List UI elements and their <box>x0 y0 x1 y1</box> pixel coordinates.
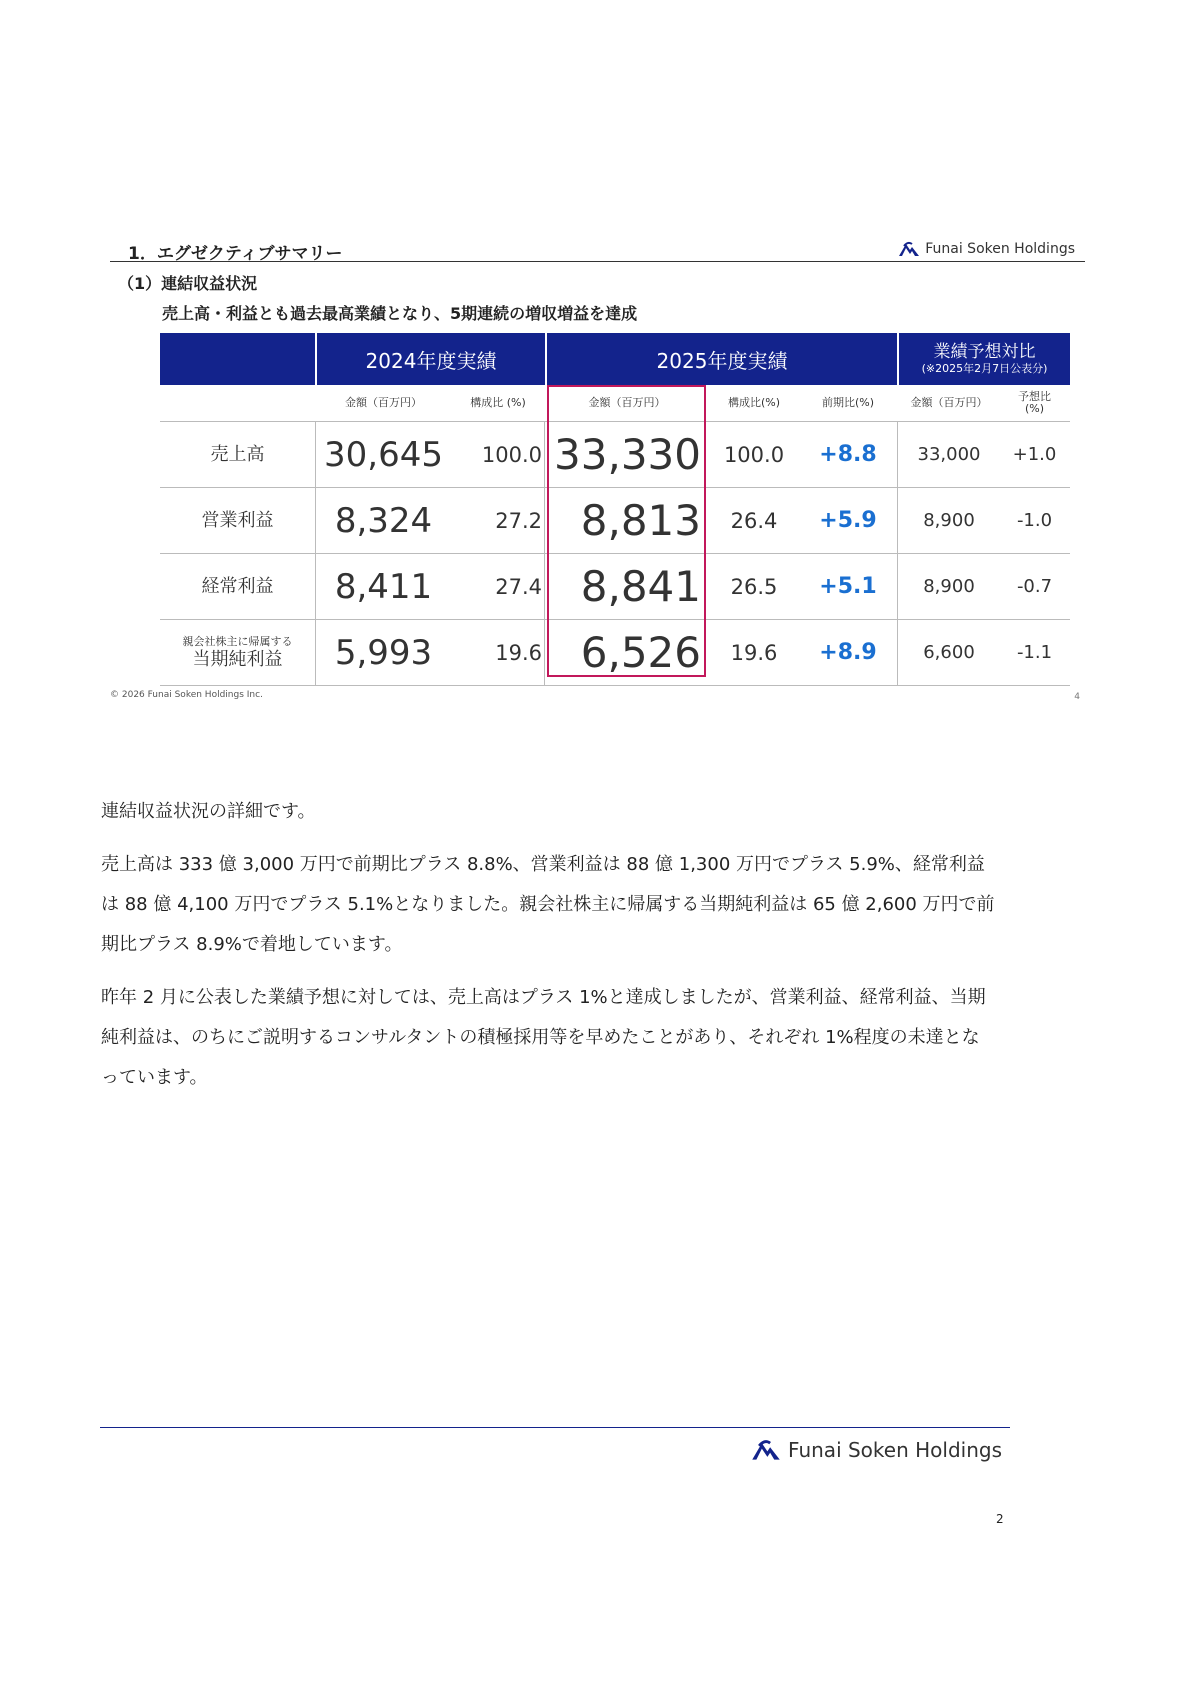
table-subheader-row <box>160 385 1070 422</box>
sub-title: （1）連結収益状況 <box>118 274 258 293</box>
subheader-amount24: 金額（百万円） <box>345 396 422 409</box>
yoy-2025: +5.9 <box>799 488 898 553</box>
amount-2025: 33,330 <box>554 430 701 479</box>
amount-2025: 8,841 <box>580 562 701 611</box>
row-label <box>160 488 316 553</box>
forecast-amount: 6,600 <box>923 642 975 663</box>
forecast-diff: -1.1 <box>1016 642 1053 663</box>
subheader-amount25: 金額（百万円） <box>588 396 666 409</box>
forecast-diff: -1.0 <box>1016 510 1053 531</box>
slide-logo-text: Funai Soken Holdings <box>925 241 1075 257</box>
amount-2024: 30,645 <box>324 434 443 475</box>
forecast-amount: 8,900 <box>923 576 975 597</box>
results-table <box>160 333 1070 686</box>
subheader-amount-fc: 金額（百万円） <box>910 396 988 409</box>
page-number: 2 <box>996 1512 1004 1526</box>
slide-header <box>110 233 1085 262</box>
ratio-2024: 19.6 <box>451 620 545 685</box>
subheader-diff-fc-line2: (%) <box>1024 402 1045 415</box>
body-paragraph-2: 売上高は 333 億 3,000 万円で前期比プラス 8.8%、営業利益は 88 億 1,300 万円でプラス 5.9%、経常利益は 88 億 4,100 万円でプラス 5.1%となりました。親会社株主に帰属する当期純利益は 65 億 2,600 万円で前期比プラス 8.9%で着地しています。 <box>101 854 995 955</box>
amount-2025: 8,813 <box>580 496 701 545</box>
table-row <box>160 422 1070 488</box>
table-row <box>160 620 1070 686</box>
body-paragraph-3: 昨年 2 月に公表した業績予想に対しては、売上高はプラス 1%と達成しましたが、営業利益、経常利益、当期純利益は、のちにご説明するコンサルタントの積極採用等を早めたことがあり、それぞれ 1%程度の未達となっています。 <box>101 987 986 1088</box>
table-row <box>160 488 1070 554</box>
ratio-2025: 26.4 <box>730 508 778 533</box>
wave-logo-icon <box>898 241 920 257</box>
amount-2025: 6,526 <box>580 628 701 677</box>
forecast-diff: -0.7 <box>1016 576 1053 597</box>
summary-slide <box>110 225 1085 765</box>
ratio-2024: 27.4 <box>451 554 545 619</box>
slide-logo <box>898 241 1075 257</box>
wave-logo-icon <box>750 1439 782 1461</box>
subheader-ratio25: 構成比(%) <box>727 396 781 409</box>
amount-2024: 8,411 <box>334 566 433 607</box>
forecast-amount: 33,000 <box>917 444 981 465</box>
table-header-row <box>160 333 1070 385</box>
header-forecast-note: (※2025年2月7日公表分) <box>921 362 1048 375</box>
section-title: 1．エグゼクティブサマリー <box>128 244 343 264</box>
header-forecast-title: 業績予想対比 <box>933 342 1036 362</box>
body-paragraph-1: 連結収益状況の詳細です。 <box>101 801 316 822</box>
footer-divider <box>100 1427 1010 1428</box>
row-label-text: 経常利益 <box>201 575 274 597</box>
slide-page-number: 4 <box>1074 692 1080 702</box>
ratio-2025: 26.5 <box>730 574 778 599</box>
ratio-2025: 19.6 <box>730 640 778 665</box>
row-label-text: 売上高 <box>210 443 265 465</box>
yoy-2025: +5.1 <box>799 554 898 619</box>
row-label <box>160 422 316 487</box>
row-label-prefix: 親会社株主に帰属する <box>182 634 293 648</box>
slide-copyright: © 2026 Funai Soken Holdings Inc. <box>110 690 263 700</box>
table-row <box>160 554 1070 620</box>
amount-2024: 5,993 <box>334 632 433 673</box>
footer-logo <box>750 1438 1002 1462</box>
yoy-2025: +8.8 <box>799 422 898 487</box>
amount-2024: 8,324 <box>334 500 433 541</box>
ratio-2024: 27.2 <box>451 488 545 553</box>
subheader-diff-fc <box>999 385 1070 421</box>
row-label-text: 営業利益 <box>201 509 274 531</box>
subheader-diff-fc-line1: 予想比 <box>1018 390 1051 403</box>
headline: 売上高・利益とも過去最高業績となり、5期連続の増収増益を達成 <box>162 304 638 323</box>
row-label <box>160 554 316 619</box>
ratio-2025: 100.0 <box>723 442 785 467</box>
header-forecast <box>899 333 1070 385</box>
forecast-diff: +1.0 <box>1012 444 1057 465</box>
header-fy2024: 2024年度実績 <box>317 333 545 385</box>
forecast-amount: 8,900 <box>923 510 975 531</box>
row-label-text: 当期純利益 <box>192 648 283 670</box>
header-blank <box>160 333 315 385</box>
header-fy2025: 2025年度実績 <box>547 333 897 385</box>
yoy-2025: +8.9 <box>799 620 898 685</box>
footer-logo-text: Funai Soken Holdings <box>788 1438 1002 1462</box>
subheader-ratio24: 構成比 (%) <box>470 396 526 409</box>
row-label <box>160 620 316 685</box>
subheader-yoy25: 前期比(%) <box>821 396 875 409</box>
ratio-2024: 100.0 <box>451 422 545 487</box>
